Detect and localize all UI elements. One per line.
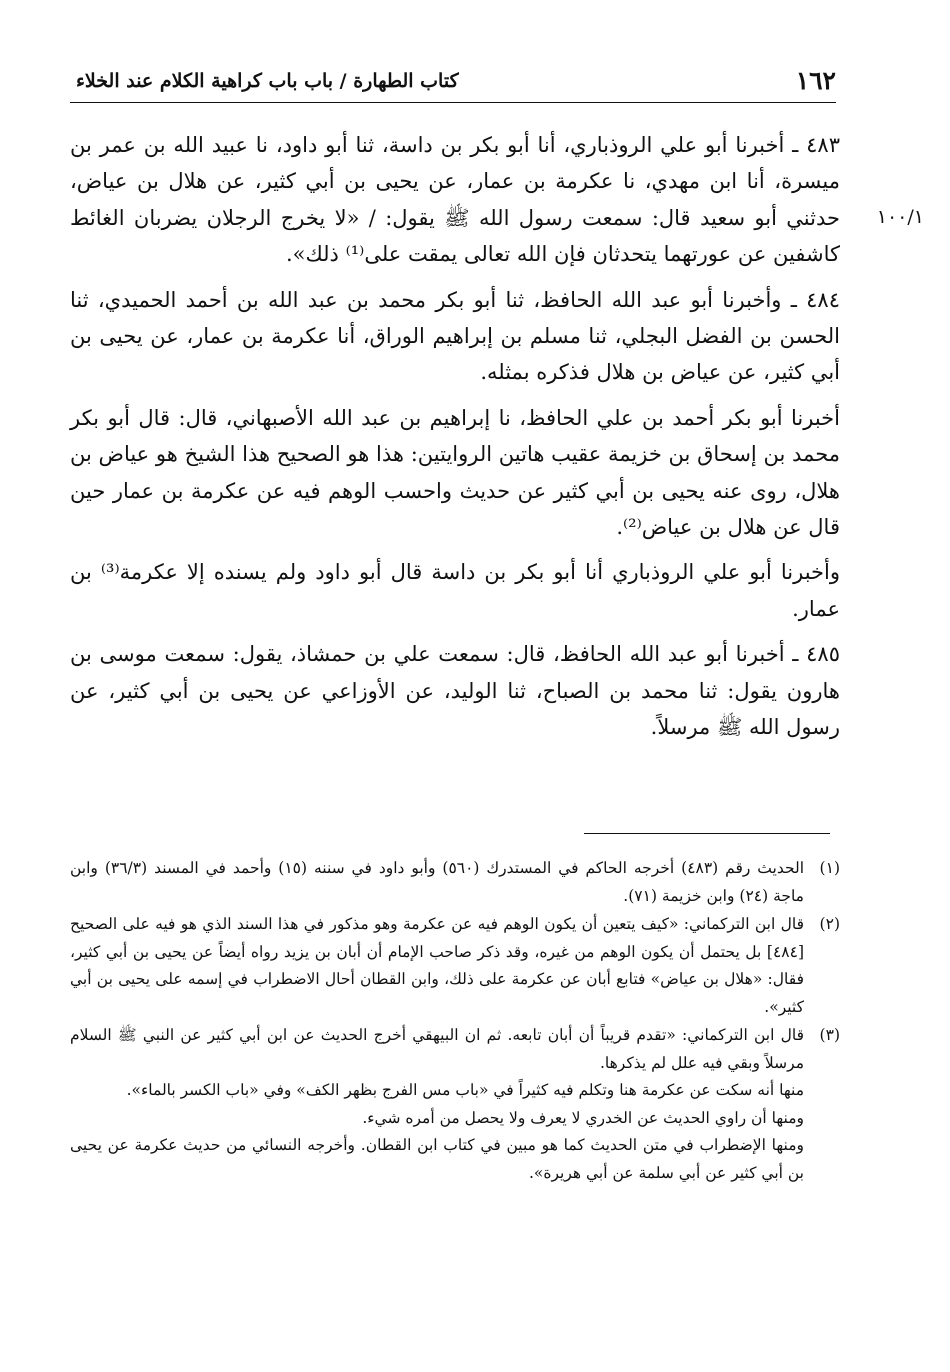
page-number: ١٦٢ — [795, 66, 836, 95]
footnote-1 — [70, 855, 840, 910]
footnote-continuation: ومنها الإضطراب في متن الحديث كما هو مبين في كتاب ابن القطان. وأخرجه النسائي من حديث عكرمة عن يحيى بن أبي كثير عن أبي سلمة عن أبي هريرة». — [70, 1136, 804, 1182]
hadith-paragraph-485: ٤٨٥ ـ أخبرنا أبو عبد الله الحافظ، قال: سمعت علي بن حمشاذ، يقول: سمعت موسى بن هارون يقول: ثنا محمد بن الصباح، ثنا الوليد، عن الأوزاعي عن يحيى بن أبي كثير، عن رسول الله ﷺ مرسلاً. — [70, 642, 840, 740]
hadith-paragraph-484: ٤٨٤ ـ وأخبرنا أبو عبد الله الحافظ، ثنا أبو بكر محمد بن عبد الله بن أحمد الحميدي، ثنا الحسن بن الفضل البجلي، ثنا مسلم بن إبراهيم الوراق، أنا عكرمة بن عمار، عن يحيى بن أبي كثير، عن عياض بن هلال فذكره بمثله. — [70, 287, 840, 385]
running-header — [70, 62, 836, 103]
footnote-3 — [70, 1022, 840, 1187]
commentary-paragraph: أخبرنا أبو بكر أحمد بن علي الحافظ، نا إبراهيم بن عبد الله الأصبهاني، قال: قال أبو بكر محمد بن إسحاق بن خزيمة عقيب هاتين الروايتين: هذا هو الصحيح هذا الشيخ هو عياض بن هلال، روى عنه يحيى بن أبي كثير عن حديث واحسب الوهم فيه عن عكرمة بن عمار حين قال عن هلال بن عياض⁽²⁾. — [70, 405, 840, 540]
footnote-text: قال ابن التركماني: «كيف يتعين أن يكون الوهم فيه عن عكرمة وهو مذكور في هذا السند الذي هو فيه على الصحيح [٤٨٤] بل يحتمل أن يكون الوهم من غيره، وقد ذكر صاحب الإمام أن أبان بن يزيد رواه أيضاً عن يحيى بن أبي كثير، فقال: «هلال بن عياض» فتابع أبان عن عكرمة على ذلك، وابن القطان أحال الاضطراب في إسمه على يحيى بن أبي كثير». — [70, 915, 804, 1016]
footnote-number: (٣) — [819, 1026, 840, 1044]
footnote-text: قال ابن التركماني: «تقدم قريباً أن أبان تابعه. ثم ان البيهقي أخرج الحديث عن ابن أبي كثير عن النبي ﷺ السلام مرسلاً وبقي فيه علل لم يذكرها. — [70, 1026, 804, 1072]
manuscript-folio-note: ١٠٠/١ — [876, 206, 924, 228]
footnote-continuation: منها أنه سكت عن عكرمة هنا وتكلم فيه كثيراً في «باب مس الفرج بظهر الكف» وفي «باب الكسر بالماء». — [126, 1081, 804, 1099]
hadith-paragraph-483: ٤٨٣ ـ أخبرنا أبو علي الروذباري، أنا أبو بكر بن داسة، ثنا أبو داود، نا عبيد الله بن عمر بن ميسرة، أنا ابن مهدي، نا عكرمة بن عمار، عن يحيى بن أبي كثير، عن هلال بن عياض، حدثني أبو سعيد قال: سمعت رسول الله ﷺ يقول: / «لا يخرج الرجلان يضربان الغائط كاشفين عن عورتهما يتحدثان فإن الله تعالى يمقت على⁽¹⁾ ذلك». — [70, 133, 840, 267]
footnote-separator — [584, 833, 830, 834]
footnote-number: (٢) — [819, 915, 840, 933]
footnote-2 — [70, 911, 840, 1021]
footnote-number: (١) — [819, 859, 840, 877]
footnotes — [70, 855, 840, 1188]
commentary-paragraph-2: وأخبرنا أبو علي الروذباري أنا أبو بكر بن داسة قال أبو داود ولم يسنده إلا عكرمة⁽³⁾ بن عمار. — [70, 560, 840, 621]
footnote-text: الحديث رقم (٤٨٣) أخرجه الحاكم في المستدرك (٥٦٠) وأبو داود في سننه (١٥) وأحمد في المسند (٣٦/٣) وابن ماجة (٢٤) وابن خزيمة (٧١). — [70, 859, 804, 905]
main-text — [70, 127, 924, 755]
footnote-continuation: ومنها أن راوي الحديث عن الخدري لا يعرف ولا يحصل من أمره شيء. — [362, 1108, 804, 1127]
chapter-title: كتاب الطهارة / باب باب كراهية الكلام عند الخلاء — [70, 70, 459, 92]
